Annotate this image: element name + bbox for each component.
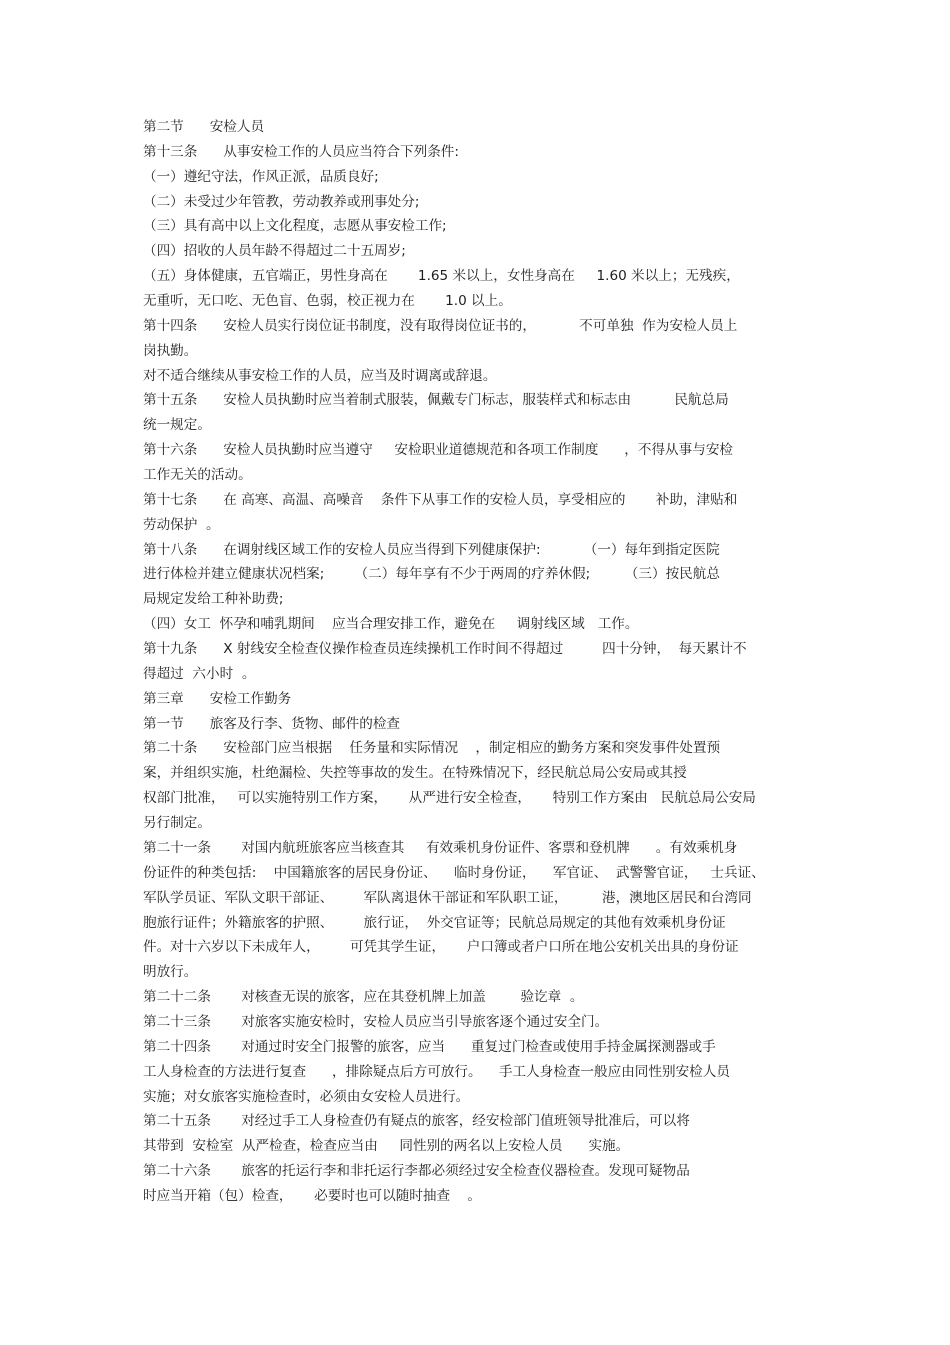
text-line: （五）身体健康，五官端正，男性身高在 1.65 米以上，女性身高在 1.60 米以上；无残疾， — [143, 268, 740, 285]
text-line: 份证件的种类包括: 中国籍旅客的居民身份证、 临时身份证， 军官证、 武警警官证， 士兵证、 — [143, 864, 765, 881]
text-line: 胞旅行证件；外籍旅客的护照、 旅行证， 外交官证等；民航总局规定的其他有效乘机身份证 — [143, 914, 726, 931]
text-line: 其带到 安检室 从严检查，检查应当由 同性别的两名以上安检人员 实施。 — [143, 1138, 630, 1155]
article-13: 第十三条 从事安检工作的人员应当符合下列条件: — [143, 143, 459, 160]
text-line: 劳动保护 。 — [143, 516, 220, 533]
text-line: 实施；对女旅客实施检查时，必须由女安检人员进行。 — [143, 1088, 470, 1105]
text-line: 得超过 六小时 。 — [143, 665, 256, 682]
document-body — [143, 115, 808, 1209]
text-line: 无重听，无口吃、无色盲、色弱，校正视力在 1.0 以上。 — [143, 293, 512, 310]
text-line: 对不适合继续从事安检工作的人员，应当及时调离或辞退。 — [143, 367, 497, 384]
article-18: 第十八条 在调射线区域工作的安检人员应当得到下列健康保护: （一）每年到指定医院 — [143, 541, 720, 558]
article-16: 第十六条 安检人员执勤时应当遵守 安检职业道德规范和各项工作制度 ，不得从事与安检 — [143, 442, 734, 459]
text-line: 件。对十六岁以下未成年人， 可凭其学生证， 户口簿或者户口所在地公安机关出具的身份证 — [143, 939, 739, 956]
chapter-heading: 第三章 安检工作勤务 — [143, 690, 292, 707]
text-line: 工作无关的活动。 — [143, 467, 252, 484]
article-20: 第二十条 安检部门应当根据 任务量和实际情况 ，制定相应的勤务方案和突发事件处置预 — [143, 740, 721, 757]
article-26: 第二十六条 旅客的托运行李和非托运行李都必须经过安全检查仪器检查。发现可疑物品 — [143, 1163, 690, 1180]
text-line: （二）未受过少年管教，劳动教养或刑事处分; — [143, 193, 420, 210]
text-line: 工人身检查的方法进行复查 ，排除疑点后方可放行。 手工人身检查一般应由同性别安检人员 — [143, 1063, 730, 1080]
article-22: 第二十二条 对核查无误的旅客，应在其登机牌上加盖 验讫章 。 — [143, 989, 584, 1006]
text-line: 另行制定。 — [143, 815, 211, 832]
article-19: 第十九条 X 射线安全检查仪操作检查员连续操机工作时间不得超过 四十分钟， 每天累计不 — [143, 641, 747, 658]
text-line: （三）具有高中以上文化程度，志愿从事安检工作; — [143, 218, 447, 235]
section-heading: 第一节 旅客及行李、货物、邮件的检查 — [143, 715, 401, 732]
text-line: 岗执勤。 — [143, 342, 198, 359]
text-line: 军队学员证、军队文职干部证、 军队离退休干部证和军队职工证， 港，澳地区居民和台湾同 — [143, 889, 752, 906]
text-line: 时应当开箱（包）检查， 必要时也可以随时抽查 。 — [143, 1187, 481, 1204]
article-24: 第二十四条 对通过时安全门报警的旅客，应当 重复过门检查或使用手持金属探测器或手 — [143, 1038, 716, 1055]
text-line: 统一规定。 — [143, 417, 211, 434]
article-21: 第二十一条 对国内航班旅客应当核查其 有效乘机身份证件、客票和登机牌 。有效乘机身 — [143, 839, 738, 856]
text-line: （一）遵纪守法，作风正派，品质良好; — [143, 168, 379, 185]
article-14: 第十四条 安检人员实行岗位证书制度，没有取得岗位证书的， 不可单独 作为安检人员上 — [143, 317, 738, 334]
text-line: （四）招收的人员年龄不得超过二十五周岁; — [143, 243, 406, 260]
text-line: 进行体检并建立健康状况档案; （二）每年享有不少于两周的疗养休假; （三）按民航总 — [143, 566, 720, 583]
text-line: 案，并组织实施，杜绝漏检、失控等事故的发生。在特殊情况下，经民航总局公安局或其授 — [143, 765, 687, 782]
text-line: 局规定发给工种补助费; — [143, 591, 284, 608]
text-line: 权部门批准， 可以实施特别工作方案， 从严进行安全检查， 特别工作方案由 民航总局公安局 — [143, 790, 756, 807]
article-25: 第二十五条 对经过手工人身检查仍有疑点的旅客，经安检部门值班领导批准后，可以将 — [143, 1113, 690, 1130]
article-17: 第十七条 在 高寒、高温、高噪音 条件下从事工作的安检人员，享受相应的 补助，津贴和 — [143, 491, 738, 508]
text-line: 明放行。 — [143, 964, 198, 981]
text-line: （四）女工 怀孕和哺乳期间 应当合理安排工作，避免在 调射线区域 工作。 — [143, 616, 639, 633]
article-15: 第十五条 安检人员执勤时应当着制式服装，佩戴专门标志，服装样式和标志由 民航总局 — [143, 392, 729, 409]
article-23: 第二十三条 对旅客实施安检时，安检人员应当引导旅客逐个通过安全门。 — [143, 1013, 609, 1030]
section-heading: 第二节 安检人员 — [143, 119, 265, 135]
